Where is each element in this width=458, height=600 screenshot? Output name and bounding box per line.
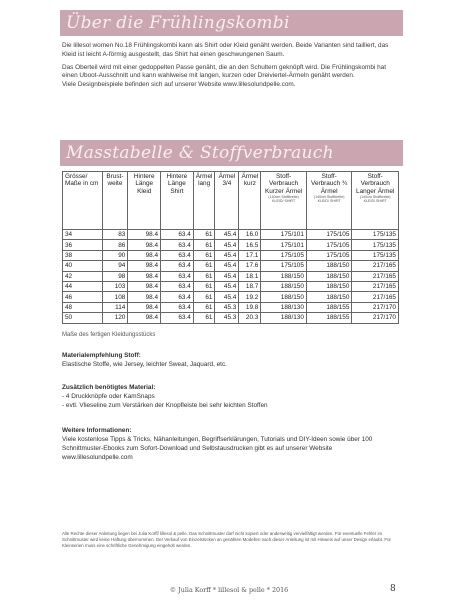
- material-recommendation: [62, 351, 402, 369]
- table-cell: 63.4: [161, 261, 194, 271]
- intro-text: [62, 42, 402, 90]
- table-cell: 175/101: [261, 230, 307, 240]
- table-cell: 98.4: [128, 230, 161, 240]
- section-title-measurements: Masstabelle & Stoffverbrauch: [60, 140, 403, 166]
- section-title-about: Über die Frühlingskombi: [60, 10, 403, 36]
- table-cell: 36: [63, 240, 103, 250]
- size-table: [62, 171, 399, 324]
- material-heading: Materialempfehlung Stoff:: [62, 352, 141, 359]
- table-cell: 188/130: [261, 302, 307, 312]
- table-cell: 17.6: [239, 261, 261, 271]
- table-cell: 217/165: [352, 261, 399, 271]
- table-cell: 45.4: [215, 240, 239, 250]
- table-row: [63, 281, 399, 291]
- header-sleeve-three-quarter: Ärmel 3/4: [215, 172, 239, 230]
- legal-notice: Alle Rechte dieser Anleitung liegen bei Julia Korff/ lillesol & pelle. Das Schnittmuster darf nicht kopiert oder anderweitig vervielfältigt werden. Für eventuelle Fehler im Schnittmuster wird keine Haftung übernommen. Der Verkauf von Einzelstücken an genähten Modellen nach dieser Anleitung ist mit Hinweis auf unser Design erlaubt. Für Kleinserien muss eine schriftliche Genehmigung eingeholt werden.: [62, 531, 391, 549]
- info-heading: Weitere Informationen:: [62, 427, 132, 434]
- table-cell: 45.4: [215, 292, 239, 302]
- table-cell: 217/165: [352, 292, 399, 302]
- table-cell: 188/150: [261, 292, 307, 302]
- table-cell: 18.7: [239, 281, 261, 291]
- table-cell: 61: [193, 261, 215, 271]
- table-row: [63, 250, 399, 260]
- table-cell: 217/165: [352, 271, 399, 281]
- table-cell: 86: [102, 240, 128, 250]
- info-text: Viele kostenlose Tipps & Tricks, Nähanleitungen, Begriffserklärungen, Tutorials und DIY-Ideen sowie über 100 Schnittmuster-Ebooks zum Sofort-Download und Selbstausdrucken gibt es auf unserer Website www.lillesolundpelle.com: [62, 436, 373, 461]
- table-cell: 175/135: [352, 230, 399, 240]
- table-cell: 48: [63, 302, 103, 312]
- table-cell: 16.0: [239, 230, 261, 240]
- further-info: [62, 426, 402, 462]
- table-cell: 98.4: [128, 302, 161, 312]
- table-cell: 175/105: [306, 230, 352, 240]
- table-cell: 98.4: [128, 250, 161, 260]
- table-cell: 188/150: [306, 271, 352, 281]
- footer-copyright: © Julia Korff * lillesol & pelle * 2016: [169, 586, 289, 594]
- table-cell: 42: [63, 271, 103, 281]
- table-cell: 45.4: [215, 271, 239, 281]
- table-row: [63, 292, 399, 302]
- page-number: 8: [390, 584, 396, 594]
- table-cell: 175/105: [306, 250, 352, 260]
- table-cell: 34: [63, 230, 103, 240]
- table-cell: 98.4: [128, 261, 161, 271]
- table-cell: 217/165: [352, 281, 399, 291]
- table-cell: 19.8: [239, 302, 261, 312]
- table-cell: 61: [193, 292, 215, 302]
- table-cell: 18.1: [239, 271, 261, 281]
- table-cell: 63.4: [161, 250, 194, 260]
- table-cell: 16.5: [239, 240, 261, 250]
- table-cell: 61: [193, 271, 215, 281]
- table-cell: 175/105: [261, 250, 307, 260]
- header-sleeve-short: Ärmel kurz: [239, 172, 261, 230]
- table-cell: 83: [102, 230, 128, 240]
- intro-paragraph-1: Die lillesol women No.18 Frühlingskombi kann als Shirt oder Kleid genäht werden. Beide Varianten sind tailliert, das Kleid ist leicht A-förmig ausgestellt, das Shirt hat einen geschwungenen Saum.: [62, 42, 389, 58]
- size-table-body: [63, 230, 399, 324]
- table-cell: 94: [102, 261, 128, 271]
- table-cell: 188/155: [306, 313, 352, 323]
- table-cell: 120: [102, 313, 128, 323]
- size-table-header-row: [63, 172, 399, 230]
- table-cell: 98.4: [128, 313, 161, 323]
- table-cell: 217/170: [352, 313, 399, 323]
- table-cell: 46: [63, 292, 103, 302]
- table-row: [63, 271, 399, 281]
- table-cell: 45.3: [215, 302, 239, 312]
- table-cell: 19.2: [239, 292, 261, 302]
- table-cell: 188/150: [306, 261, 352, 271]
- table-cell: 38: [63, 250, 103, 260]
- table-row: [63, 240, 399, 250]
- table-cell: 20.3: [239, 313, 261, 323]
- table-row: [63, 261, 399, 271]
- table-cell: 63.4: [161, 292, 194, 302]
- table-cell: 188/150: [306, 292, 352, 302]
- additional-line-1: - 4 Druckknöpfe oder KamSnaps: [62, 393, 155, 400]
- header-fabric-short: Stoff-Verbrauch Kurzer Ärmel (140cm Stoffbreite) KLEID/ SHIRT: [261, 172, 307, 230]
- table-cell: 188/150: [261, 281, 307, 291]
- table-cell: 45.3: [215, 313, 239, 323]
- table-cell: 98.4: [128, 281, 161, 291]
- table-cell: 44: [63, 281, 103, 291]
- table-cell: 61: [193, 281, 215, 291]
- table-cell: 17.1: [239, 250, 261, 260]
- table-cell: 63.4: [161, 230, 194, 240]
- table-cell: 98.4: [128, 240, 161, 250]
- table-cell: 175/105: [261, 261, 307, 271]
- table-cell: 108: [102, 292, 128, 302]
- table-cell: 45.4: [215, 250, 239, 260]
- table-cell: 217/170: [352, 302, 399, 312]
- table-cell: 188/130: [261, 313, 307, 323]
- header-fabric-long: Stoff-Verbrauch Langer Ärmel (140cm Stoffbreite) KLEID/ SHIRT: [352, 172, 399, 230]
- table-cell: 114: [102, 302, 128, 312]
- table-cell: 61: [193, 302, 215, 312]
- table-cell: 45.4: [215, 281, 239, 291]
- table-cell: 98.4: [128, 271, 161, 281]
- table-cell: 175/135: [352, 250, 399, 260]
- table-cell: 188/150: [261, 271, 307, 281]
- table-cell: 63.4: [161, 240, 194, 250]
- header-fabric-three-quarter: Stoff-Verbrauch ¾ Ärmel (140cm Stoffbreite) KLEID/ SHIRT: [306, 172, 352, 230]
- additional-heading: Zusätzlich benötigtes Material:: [62, 384, 156, 391]
- table-cell: 45.4: [215, 261, 239, 271]
- table-cell: 103: [102, 281, 128, 291]
- table-cell: 90: [102, 250, 128, 260]
- table-cell: 50: [63, 313, 103, 323]
- table-cell: 188/150: [306, 281, 352, 291]
- table-cell: 175/135: [352, 240, 399, 250]
- table-cell: 175/101: [261, 240, 307, 250]
- table-cell: 61: [193, 250, 215, 260]
- table-cell: 63.4: [161, 271, 194, 281]
- table-row: [63, 230, 399, 240]
- table-cell: 61: [193, 240, 215, 250]
- additional-line-2: - evtl. Vlieseline zum Verstärken der Knopfleiste bei sehr leichten Stoffen: [62, 402, 268, 409]
- table-cell: 63.4: [161, 281, 194, 291]
- intro-paragraph-2: Das Oberteil wird mit einer gedoppelten Passe genäht, die an den Schultern geknöpft wird. Die Frühlingskombi hat einen Uboot-Ausschnitt und kann wahlweise mit langen, kurzen oder Dreiviertel-Ärmeln genäht werden.: [62, 63, 386, 80]
- header-sleeve-long: Ärmel lang: [193, 172, 215, 230]
- table-row: [63, 302, 399, 312]
- table-cell: 175/105: [306, 240, 352, 250]
- table-cell: 188/155: [306, 302, 352, 312]
- additional-material: [62, 383, 402, 410]
- table-cell: 63.4: [161, 313, 194, 323]
- header-size: Grösse/ Maße in cm: [63, 172, 103, 230]
- material-text: Elastische Stoffe, wie Jersey, leichter Sweat, Jaquard, etc.: [62, 361, 227, 368]
- table-cell: 61: [193, 313, 215, 323]
- intro-paragraph-3: Viele Designbeispiele befinden sich auf unserer Website www.lillesolundpelle.com.: [62, 81, 296, 89]
- table-cell: 63.4: [161, 302, 194, 312]
- table-caption: Maße des fertigen Kleidungsstücks: [62, 332, 156, 338]
- table-cell: 61: [193, 230, 215, 240]
- table-cell: 40: [63, 261, 103, 271]
- header-back-length-shirt: Hintere Länge Shirt: [161, 172, 194, 230]
- header-back-length-dress: Hintere Länge Kleid: [128, 172, 161, 230]
- table-cell: 45.4: [215, 230, 239, 240]
- table-cell: 98.4: [128, 292, 161, 302]
- table-cell: 98: [102, 271, 128, 281]
- header-bust: Brust-weite: [102, 172, 128, 230]
- table-row: [63, 313, 399, 323]
